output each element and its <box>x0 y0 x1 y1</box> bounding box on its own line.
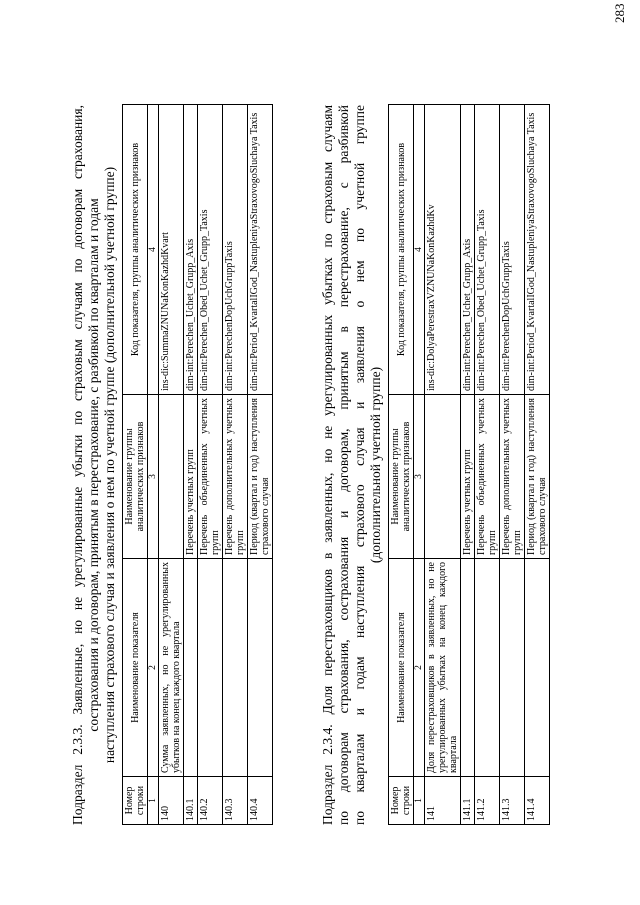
indicator-name: Сумма заявленных, но не урегулированных убытков на конец каждого квартала <box>159 559 184 777</box>
header-indicator-name: Наименование показателя <box>389 559 414 777</box>
header-code: Код показателя, группы аналитических признаков <box>123 105 148 395</box>
subsection-2-3-3-heading <box>70 105 118 825</box>
column-index: 4 <box>148 105 159 395</box>
table-row <box>248 105 273 825</box>
table-header-row <box>123 105 148 825</box>
table-row <box>461 105 475 825</box>
indicator-code: dim-int:Perechen_Obed_Uchet_Grupp_Taxis <box>475 105 500 395</box>
row-number: 141.4 <box>525 777 550 825</box>
group-name <box>425 395 461 559</box>
group-name: Перечень дополнительных учетных групп <box>500 395 525 559</box>
header-row-number: Номер строки <box>389 777 414 825</box>
row-number: 140.4 <box>248 777 273 825</box>
row-number: 141.3 <box>500 777 525 825</box>
group-name: Перечень учетных групп <box>461 395 475 559</box>
indicator-name <box>475 559 500 777</box>
column-index-row <box>414 105 425 825</box>
column-index: 3 <box>148 395 159 559</box>
group-name: Период (квартал и год) наступления страхового случая <box>248 395 273 559</box>
header-indicator-name: Наименование показателя <box>123 559 148 777</box>
subsection-2-3-4-heading <box>320 105 384 825</box>
column-index: 4 <box>414 105 425 395</box>
table-row <box>475 105 500 825</box>
heading-line: Подраздел 2.3.4. Доля перестраховщиков в заявленных, но не урегулированных убытках по страховым случаям <box>320 105 335 825</box>
indicator-code: dim-int:Period_KvartalIGod_NastupleniyaStraxovogoSluchaya Taxis <box>525 105 550 395</box>
group-name <box>159 395 184 559</box>
column-index: 1 <box>148 777 159 825</box>
indicator-table-2-3-3 <box>122 104 273 825</box>
table-row <box>184 105 198 825</box>
indicator-name <box>525 559 550 777</box>
header-group-name: Наименование группы аналитических признаков <box>123 395 148 559</box>
row-number: 140.3 <box>223 777 248 825</box>
indicator-name: Доля перестраховщиков в заявленных, но не урегулированных убытках на конец каждого квартала <box>425 559 461 777</box>
row-number: 141.1 <box>461 777 475 825</box>
row-number: 141.2 <box>475 777 500 825</box>
table-row <box>425 105 461 825</box>
group-name: Перечень учетных групп <box>184 395 198 559</box>
table-row <box>223 105 248 825</box>
indicator-name <box>500 559 525 777</box>
indicator-code: ins-dic:DolyaPerestraxVZNUNaKonKazhdKv <box>425 105 461 395</box>
row-number: 141 <box>425 777 461 825</box>
table-row <box>198 105 223 825</box>
indicator-name <box>223 559 248 777</box>
row-number: 140.1 <box>184 777 198 825</box>
group-name: Перечень дополнительных учетных групп <box>223 395 248 559</box>
column-index: 2 <box>148 559 159 777</box>
header-group-name: Наименование группы аналитических признаков <box>389 395 414 559</box>
indicator-code: dim-int:Period_KvartalIGod_NastupleniyaStraxovogoSluchaya Taxis <box>248 105 273 395</box>
heading-line: по кварталам и годам наступления страхового случая и заявления о нем по учетной группе <box>352 105 367 825</box>
row-number: 140 <box>159 777 184 825</box>
indicator-code: dim-int:Perechen_Uchet_Grupp_Axis <box>461 105 475 395</box>
subsection-2-3-3 <box>70 105 273 825</box>
indicator-code: dim-int:Perechen_Uchet_Grupp_Axis <box>184 105 198 395</box>
indicator-code: dim-int:PerechenDopUchGruppTaxis <box>500 105 525 395</box>
column-index: 3 <box>414 395 425 559</box>
indicator-table-2-3-4 <box>388 104 550 825</box>
column-index: 1 <box>414 777 425 825</box>
indicator-name <box>461 559 475 777</box>
table-row <box>159 105 184 825</box>
heading-line: наступления страхового случая и заявления о нем по учетной группе (дополнительной учетной группе) <box>102 166 117 764</box>
indicator-name <box>198 559 223 777</box>
group-name: Период (квартал и год) наступления страхового случая <box>525 395 550 559</box>
page-number: 283 <box>612 3 627 23</box>
row-number: 140.2 <box>198 777 223 825</box>
indicator-name <box>184 559 198 777</box>
indicator-code: dim-int:PerechenDopUchGruppTaxis <box>223 105 248 395</box>
table-row <box>525 105 550 825</box>
indicator-code: ins-dic:SummaZNUNaKonKazhdKvart <box>159 105 184 395</box>
indicator-name <box>248 559 273 777</box>
group-name: Перечень объединенных учетных групп <box>198 395 223 559</box>
header-row-number: Номер строки <box>123 777 148 825</box>
header-code: Код показателя, группы аналитических признаков <box>389 105 414 395</box>
indicator-code: dim-int:Perechen_Obed_Uchet_Grupp_Taxis <box>198 105 223 395</box>
table-header-row <box>389 105 414 825</box>
heading-line: сострахования и договорам, принятым в перестрахование, с разбивкой по кварталам и годам <box>86 198 101 732</box>
table-row <box>500 105 525 825</box>
heading-line: Подраздел 2.3.3. Заявленные, но не урегулированные убытки по страховым случаям по договорам страхования, <box>70 105 85 825</box>
group-name: Перечень объединенных учетных групп <box>475 395 500 559</box>
heading-line: (дополнительной учетной группе) <box>368 366 383 564</box>
column-index-row <box>148 105 159 825</box>
heading-line: по договорам страхования, сострахования и договорам, принятым в перестрахование, с разбивкой <box>336 105 351 825</box>
column-index: 2 <box>414 559 425 777</box>
subsection-2-3-4 <box>320 105 550 825</box>
